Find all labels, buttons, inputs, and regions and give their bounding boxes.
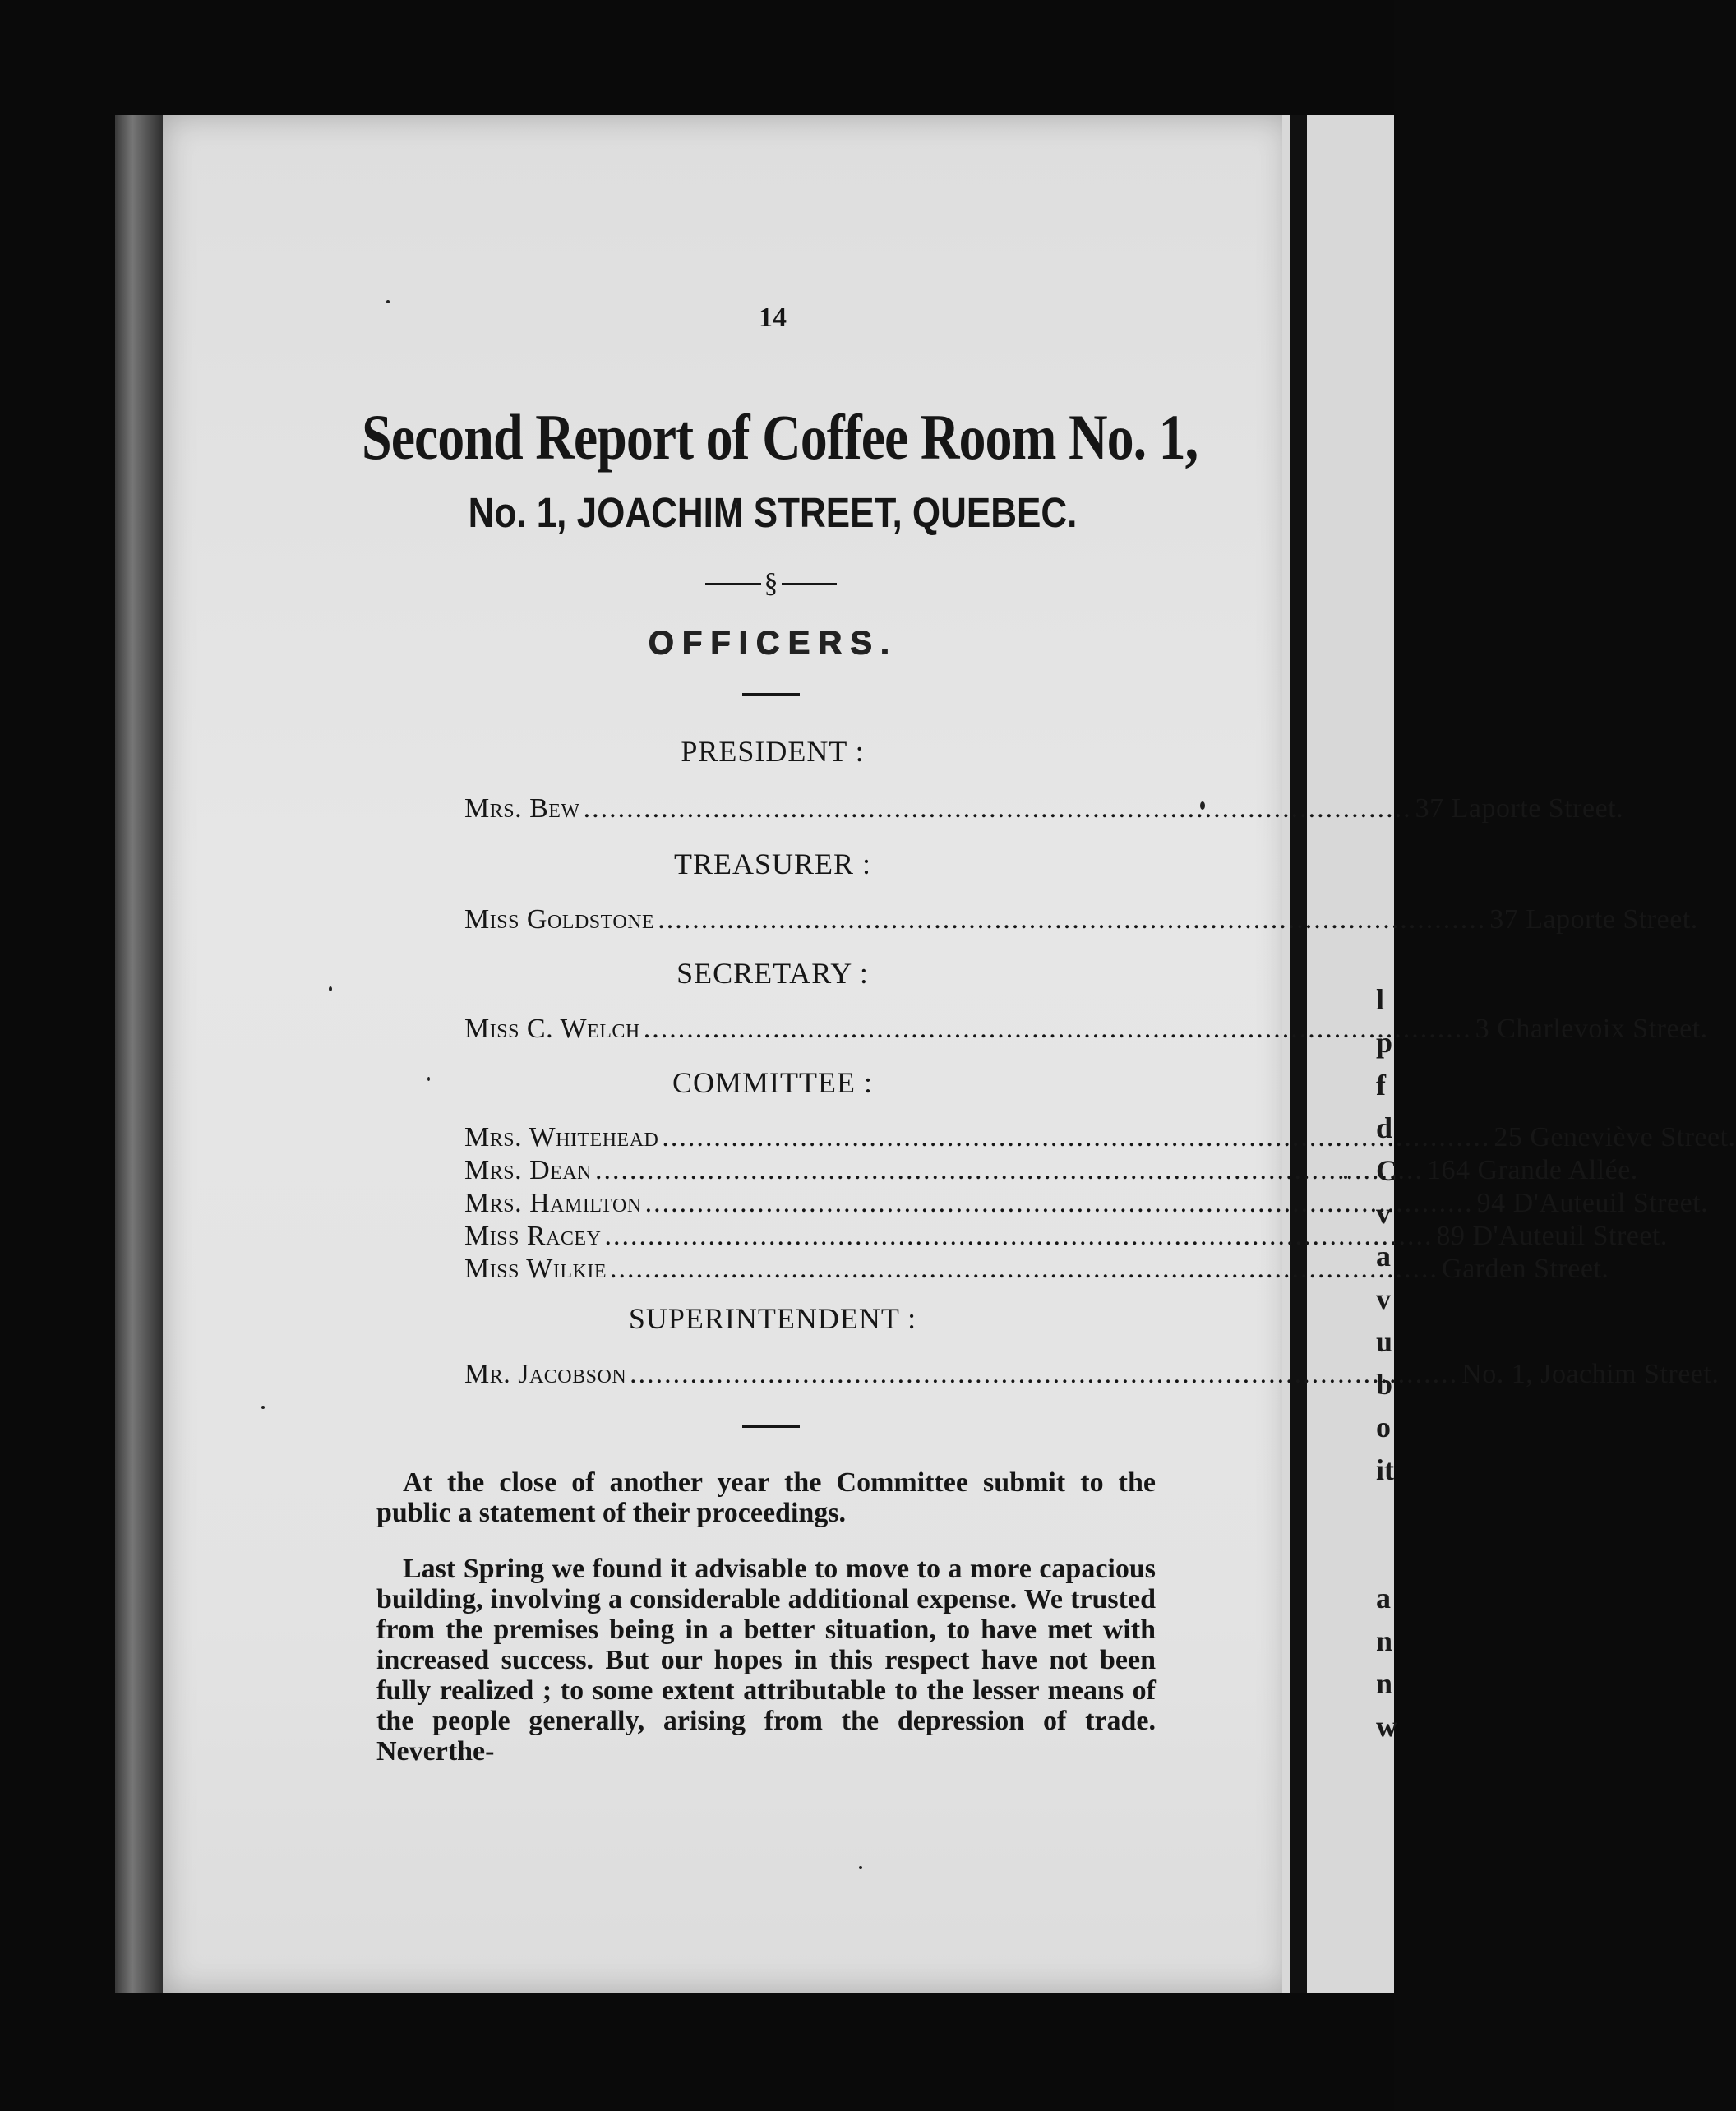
speckle [329,986,332,991]
officer-name: Miss C. Welch [464,1014,640,1044]
officer-address: 37 Laporte Street. [1415,793,1624,824]
fragment-letter: C [1376,1154,1397,1187]
leader-dots [645,1188,1474,1219]
officer-name: Mrs. Whitehead [464,1122,659,1153]
committee-label: COMMITTEE : [672,1066,873,1099]
officer-entry-committee [464,1122,1736,1153]
officer-address: 164 Grande Allée. [1426,1155,1638,1185]
officer-address: 89 D'Auteuil Street. [1436,1221,1668,1251]
fragment-letter: d [1376,1111,1393,1144]
body-paragraph: Last Spring we found it advisable to move to a more capacious building, involving a considerable additional expense. We trusted from the premises being in a better situation, to have met with increased success. But our hopes in this respect have not been fully realized ; to some extent attributable to the lesser means of the people generally, arising from the depression of trade. Neverthe- [376,1554,1156,1767]
officer-entry-president [464,793,1624,825]
officer-name: Miss Wilkie [464,1254,607,1284]
officer-name: Mrs. Bew [464,793,580,824]
fragment-letter: n [1376,1624,1393,1657]
officer-address: 25 Geneviève Street. [1494,1122,1736,1153]
secretary-label: SECRETARY : [676,957,869,990]
speckle [1344,1176,1347,1179]
speckle [1200,801,1205,810]
president-label: PRESIDENT : [681,735,865,768]
body-paragraph: At the close of another year the Committee submit to the public a statement of their proceedings. [376,1467,1156,1528]
page-number: 14 [759,303,787,333]
officers-heading: OFFICERS. [648,625,898,661]
superintendent-label: SUPERINTENDENT : [628,1302,917,1335]
section-divider [742,1425,800,1428]
fragment-letter: n [1376,1667,1393,1700]
speckle [859,1866,862,1869]
officer-address: 94 D'Auteuil Street. [1476,1188,1709,1218]
fragment-letter: p [1376,1026,1393,1059]
fragment-letter: w [1376,1710,1397,1743]
leader-dots [662,1122,1490,1153]
report-title: Second Report of Coffee Room No. 1, [362,402,1198,473]
leader-dots [630,1359,1458,1390]
officer-name: Miss Goldstone [464,904,655,935]
treasurer-label: TREASURER : [673,848,872,880]
speckle [386,300,390,303]
fragment-letter: l [1376,983,1385,1016]
fragment-letter: b [1376,1368,1393,1401]
officer-entry-committee [464,1155,1638,1186]
section-ornament [705,567,837,600]
officer-entry-committee [464,1254,1609,1285]
leader-dots [604,1221,1433,1252]
officer-entry-treasurer [464,904,1698,935]
fragment-letter: f [1376,1069,1386,1102]
fragment-letter: a [1376,1240,1391,1273]
officer-address: Garden Street. [1442,1254,1609,1284]
leader-dots [584,793,1412,825]
fragment-letter: a [1376,1582,1391,1614]
officer-entry-superintendent [464,1359,1720,1390]
leader-dots [595,1155,1424,1186]
speckle [427,1077,430,1081]
speckle [261,1406,265,1409]
officer-address: 37 Laporte Street. [1489,904,1698,935]
section-sign-icon: § [764,568,778,598]
fragment-letter: u [1376,1325,1393,1358]
ornament-rule-right [782,583,838,585]
officer-name: Mr. Jacobson [464,1359,627,1389]
ornament-rule-left [705,583,761,585]
leader-dots [644,1014,1472,1045]
report-address: No. 1, JOACHIM STREET, QUEBEC. [468,490,1078,537]
officer-address: 3 Charlevoix Street. [1475,1014,1708,1044]
leader-dots [658,904,1486,935]
officer-entry-secretary [464,1014,1708,1045]
fragment-letter: v [1376,1197,1391,1230]
officer-name: Mrs. Dean [464,1155,592,1185]
officer-entry-committee [464,1188,1709,1219]
fragment-letter: it [1376,1453,1394,1486]
fragment-letter: v [1376,1282,1391,1315]
heading-divider [742,693,800,696]
officer-address: No. 1, Joachim Street. [1461,1359,1720,1389]
officer-entry-committee [464,1221,1668,1252]
fragment-letter: o [1376,1411,1391,1444]
officer-name: Miss Racey [464,1221,602,1251]
leader-dots [610,1254,1438,1285]
officer-name: Mrs. Hamilton [464,1188,642,1218]
